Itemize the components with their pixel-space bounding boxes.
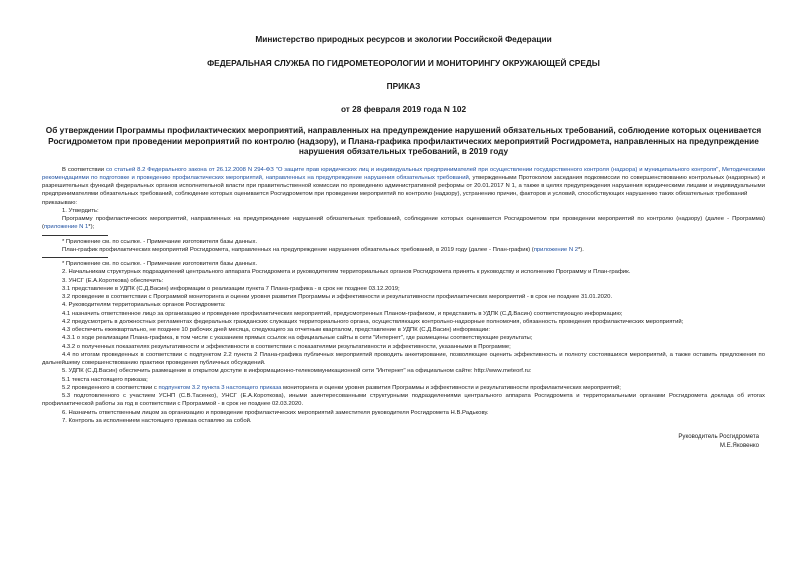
appendix-1-link[interactable]: приложение N 1 xyxy=(43,224,89,231)
item-5-2-text: мониторинга и оценки уровня развития Программы и эффективности и результативности профилактических мероприятий; xyxy=(281,384,621,391)
document-type: ПРИКАЗ xyxy=(386,81,421,91)
item-5: 5. УДПК (С.Д.Васин) обеспечить размещение в открытом доступе в информационно-телекоммуникационной сети "Интернет" на официальном сайте: http://www.meteorf.ru: xyxy=(62,368,532,375)
item-7: 7. Контроль за исполнением настоящего приказа оставляю за собой. xyxy=(62,417,252,424)
item-4-1: 4.1 назначить ответственное лицо за организацию и проведение профилактических мероприятий, предусмотренных Планом-графиком, и представить в УДПК (С.Д.Васин) соответствующую информацию; xyxy=(62,310,623,317)
item-2: 2. Начальникам структурных подразделений центрального аппарата Росгидромета и руководителям территориальных органов Росгидромета принять к руководству и исполнению Программу и План-график. xyxy=(62,269,631,276)
document-date-number: от 28 февраля 2019 года N 102 xyxy=(340,104,467,114)
item-4-3: 4.3 обеспечить ежеквартально, не позднее 10 рабочих дней месяца, следующего за отчетным кварталом, представление в УДПК (С.Д.Васин) информации: xyxy=(62,327,490,333)
program-text: Программу профилактических мероприятий, направленных на предупреждение нарушений обязательных требований, соблюдение которых оценивается Росгидрометом при проведении мероприятий по контролю (надзору) (далее - Программа) ( xyxy=(42,216,765,231)
item-5-2-text: 5.2 проведенного в соответствии с xyxy=(62,384,159,391)
methodical-recommendations-link[interactable]: Методическими рекомендациями по подготовке и проведению профилактических мероприятий, направленных на предупреждение нарушения обязательных требований xyxy=(42,166,765,181)
item-3-1: 3.1 представление в УДПК (С.Д.Васин) информации о реализации пункта 7 Плана-графика - в срок не позднее 03.12.2019; xyxy=(62,285,400,292)
item-4: 4. Руководителям территориальных органов Росгидромета: xyxy=(62,302,226,309)
order-word: приказываю: xyxy=(42,199,78,206)
item-3-2: 3.2 проведение в соответствии с Программой мониторинга и оценки уровня развития Программы и эффективности и результативности профилактических мероприятий - в срок не позднее 31.01.2020. xyxy=(62,294,613,300)
federal-law-link[interactable]: со статьей 8.2 Федерального закона от 26.12.2008 N 294-ФЗ "О защите прав юридических лиц и индивидуальных предпринимателей при осуществлении государственного контроля (надзора) и муниципального контроля" xyxy=(106,166,719,173)
plan-tail: *). xyxy=(578,246,584,253)
service-heading: ФЕДЕРАЛЬНАЯ СЛУЖБА ПО ГИДРОМЕТЕОРОЛОГИИ И МОНИТОРИНГУ ОКРУЖАЮЩЕЙ СРЕДЫ xyxy=(207,58,600,68)
signer-name: М.Е.Яковенко xyxy=(719,442,759,449)
item-1-plan xyxy=(42,246,765,254)
ministry-heading: Министерство природных ресурсов и экологии Российской Федерации xyxy=(255,34,552,44)
program-tail: *); xyxy=(88,224,95,231)
appendix-2-link[interactable]: приложение N 2 xyxy=(533,246,579,253)
preamble-text: В соответствии xyxy=(62,166,106,173)
footnote-1: * Приложение см. по ссылке. - Примечание изготовителя базы данных. xyxy=(62,238,258,245)
item-1-heading: 1. Утвердить: xyxy=(62,207,99,214)
item-4-2: 4.2 предусмотреть в должностных регламентах федеральных гражданских служащих территориального органа, осуществляющих контрольно-надзорные полномочия, обязанность проведения профилактических мероприятий; xyxy=(62,318,684,325)
signer-position: Руководитель Росгидромета xyxy=(678,433,759,440)
item-6: 6. Назначить ответственным лицом за организацию и проведение профилактических мероприятий заместителя руководителя Росгидромета Н.В.Радькову. xyxy=(62,409,489,416)
document-body xyxy=(42,166,765,426)
item-4-3-1: 4.3.1 о ходе реализации Плана-графика, в том числе с указанием прямых ссылок на официальные сайты в сети "Интернет", где размещены соответствующие результаты; xyxy=(62,335,533,342)
item-5-3: 5.3 подготовленного с участием УСНП (С.В.Тасенко), УНСГ (Е.А.Короткова), иными заинтересованными структурными подразделениями центрального аппарата Росгидромета и территориальными органами Росгидромета доклада об итогах профилактической работы за год в соответствии с Программой - в срок не позднее 02.03.2020. xyxy=(42,393,765,408)
item-5-1: 5.1 текста настоящего приказа; xyxy=(62,376,148,383)
item-4-3-2: 4.3.2 о полученных показателях результативности и эффективности в соответствии с показателями результативности и эффективности, указанными в Программе; xyxy=(62,343,511,350)
document-title: Об утверждении Программы профилактических мероприятий, направленных на предупреждение нарушений обязательных требований, соблюдение которых оценивается Росгидрометом при проведении мероприятий по контролю (надзору), и Плана-графика профилактических мероприятий Росгидромета, направленных на предупреждение нарушения обязательных требований, в 2019 году xyxy=(45,125,762,156)
preamble-paragraph xyxy=(42,166,765,199)
footnote-divider xyxy=(42,235,108,236)
preamble-text: , xyxy=(718,166,722,173)
plan-text: План-график профилактических мероприятий Росгидромета, направленных на предупреждение нарушения обязательных требований, в 2019 году (далее - План-график) ( xyxy=(62,246,534,253)
preamble-text: , утвержденными Протоколом заседания подкомиссии по совершенствованию контрольных (надзорных) и разрешительных функций федеральных органов исполнительной власти при правительственной комиссии по проведению административной реформы от 20.01.2017 N 1, а также в целях предупреждения нарушения юридическими лицами и индивидуальными предпринимателями обязательных требований, соблюдение которых оценивается Росгидрометом при проведении мероприятий по контролю (надзору), устранению причин, факторов и условий, способствующих нарушению таких обязательных требований xyxy=(42,174,766,198)
subpoint-3-2-link[interactable]: подпунктом 3.2 пункта 3 настоящего приказа xyxy=(158,384,282,391)
footnote-divider xyxy=(42,257,108,258)
item-3: 3. УНСГ (Е.А.Короткова) обеспечить: xyxy=(62,277,164,284)
signature-block xyxy=(42,432,765,450)
item-4-4: 4.4 по итогам проведенных в соответствии с подпунктом 2.2 пункта 2 Плана-графика публичных мероприятий проводить анкетирование, позволяющее оценить эффективность и полноту состоявшихся мероприятий, а также оставить предложения по дальнейшему совершенствованию практики проведения публичных обсуждений. xyxy=(42,351,765,366)
item-5-2 xyxy=(42,384,765,392)
footnote-2: * Приложение см. по ссылке. - Примечание изготовителя базы данных. xyxy=(62,261,258,267)
item-1-program xyxy=(42,215,765,232)
